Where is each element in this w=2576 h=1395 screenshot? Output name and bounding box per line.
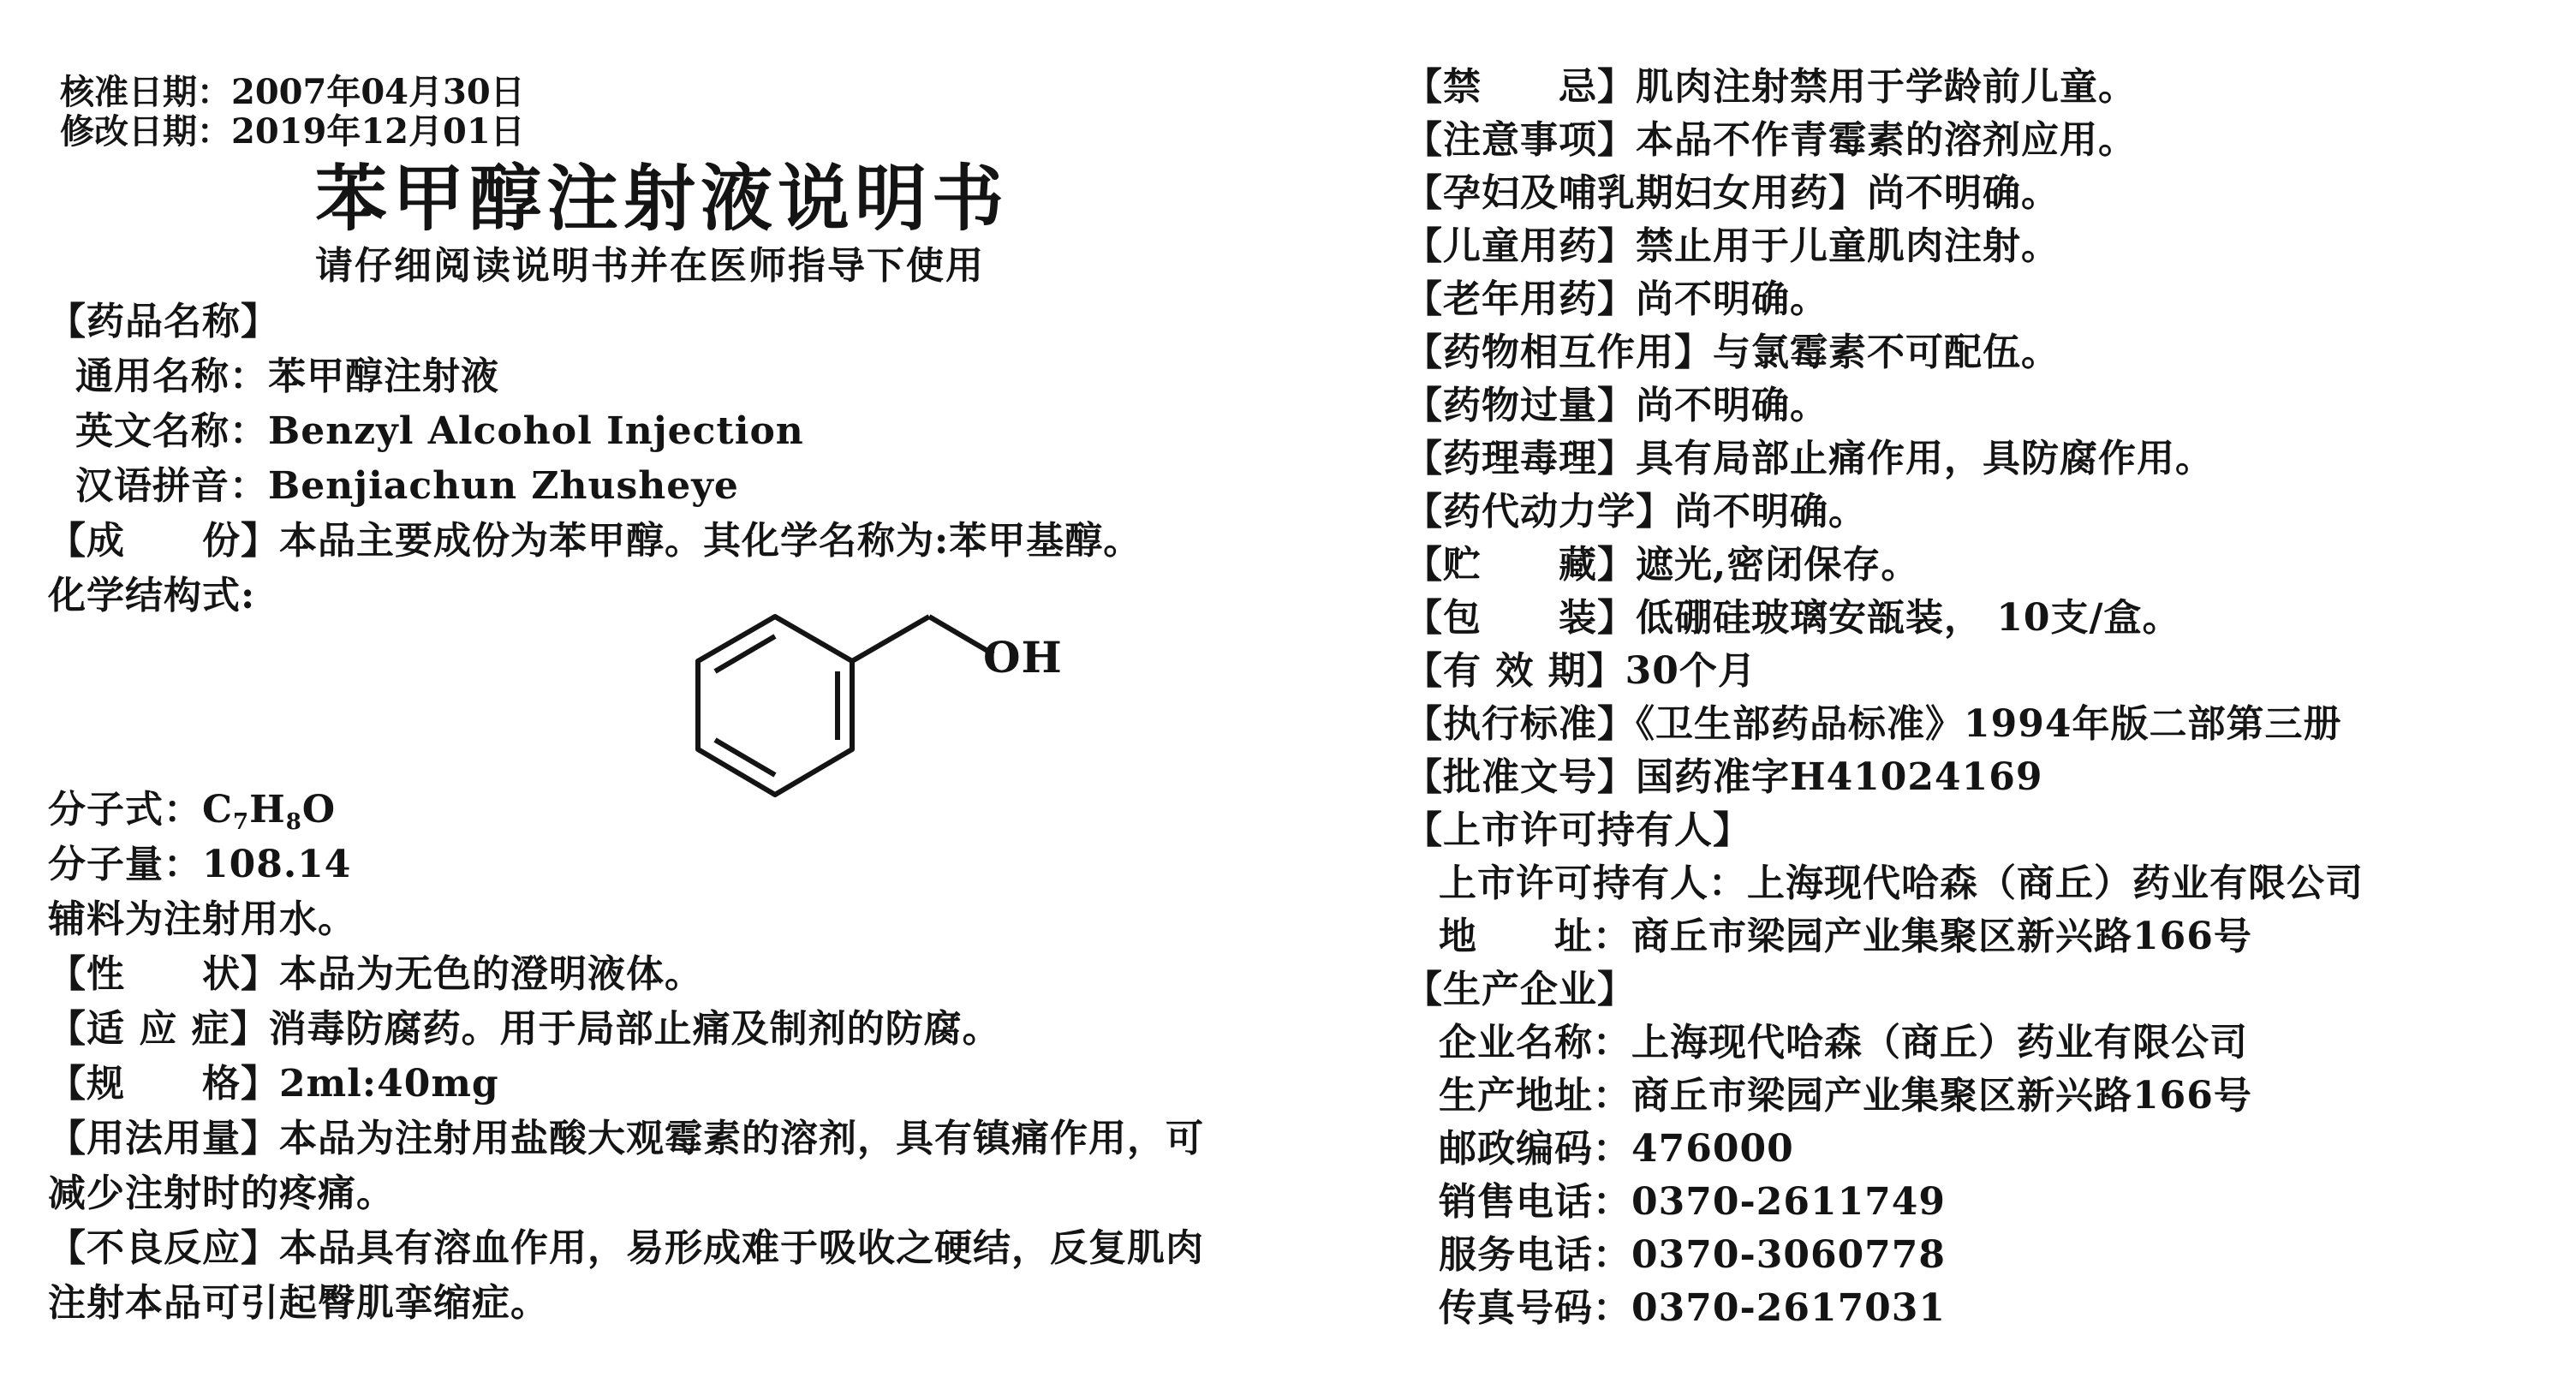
validity: 【有 效 期】30个月 — [1404, 649, 1756, 693]
drug-name-heading: 【药品名称】 — [48, 300, 279, 343]
ch2-bond — [852, 617, 929, 661]
dosage-line-2: 减少注射时的疼痛。 — [48, 1171, 395, 1215]
storage: 【贮 藏】遮光,密闭保存。 — [1404, 543, 1920, 587]
formula-h-subscript: 8 — [285, 809, 302, 835]
approval-number: 【批准文号】国药准字H41024169 — [1404, 755, 2043, 799]
manufacturer-heading: 【生产企业】 — [1404, 968, 1636, 1011]
structure-label: 化学结构式: — [48, 574, 256, 617]
production-address: 生产地址：商丘市梁园产业集聚区新兴路166号 — [1439, 1074, 2252, 1118]
properties: 【性 状】本品为无色的澄明液体。 — [48, 952, 703, 996]
pharmacology: 【药理毒理】具有局部止痛作用，具防腐作用。 — [1404, 437, 2214, 480]
double-bond — [715, 740, 775, 775]
molecular-weight: 分子量：108.14 — [48, 843, 352, 886]
pediatric-use: 【儿童用药】禁止用于儿童肌肉注射。 — [1404, 224, 2060, 268]
pharmacokinetics: 【药代动力学】尚不明确。 — [1404, 490, 1867, 534]
dosage-line-1: 【用法用量】本品为注射用盐酸大观霉素的溶剂，具有镇痛作用，可 — [48, 1117, 1204, 1160]
sales-phone: 销售电话：0370-2611749 — [1439, 1180, 1947, 1224]
mah-heading: 【上市许可持有人】 — [1404, 808, 1751, 852]
page-subtitle: 请仔细阅读说明书并在医师指导下使用 — [315, 244, 985, 288]
oh-group-label: OH — [983, 632, 1063, 683]
benzene-ring — [698, 617, 852, 795]
adverse-line-1: 【不良反应】本品具有溶血作用，易形成难于吸收之硬结，反复肌肉 — [48, 1226, 1204, 1270]
approval-date: 核准日期：2007年04月30日 — [60, 72, 525, 112]
mah-name: 上市许可持有人：上海现代哈森（商丘）药业有限公司 — [1439, 861, 2364, 905]
precautions: 【注意事项】本品不作青霉素的溶剂应用。 — [1404, 118, 2137, 162]
formula-h: H — [249, 788, 286, 832]
mah-address: 地 址：商丘市梁园产业集聚区新兴路166号 — [1439, 915, 2252, 958]
chemical-structure — [677, 599, 1122, 814]
service-phone: 服务电话：0370-3060778 — [1439, 1233, 1947, 1277]
packaging: 【包 装】低硼硅玻璃安瓿装， 10支/盒。 — [1404, 596, 2181, 640]
drug-interactions: 【药物相互作用】与氯霉素不可配伍。 — [1404, 331, 2060, 374]
revision-date: 修改日期：2019年12月01日 — [60, 111, 525, 152]
execution-standard: 【执行标准】《卫生部药品标准》1994年版二部第三册 — [1404, 702, 2342, 746]
adverse-line-2: 注射本品可引起臀肌挛缩症。 — [48, 1281, 549, 1325]
excipient: 辅料为注射用水。 — [48, 897, 356, 941]
postal-code: 邮政编码：476000 — [1439, 1127, 1794, 1171]
pregnancy-use: 【孕妇及哺乳期妇女用药】尚不明确。 — [1404, 171, 2060, 215]
double-bond — [715, 636, 775, 671]
formula-prefix: 分子式：C — [48, 788, 234, 832]
pinyin-name: 汉语拼音：Benjiachun Zhusheye — [75, 464, 739, 508]
company-name: 企业名称：上海现代哈森（商丘）药业有限公司 — [1439, 1021, 2248, 1064]
formula-c-subscript: 7 — [233, 809, 250, 835]
ingredients: 【成 份】本品主要成份为苯甲醇。其化学名称为:苯甲基醇。 — [48, 519, 1142, 563]
specification: 【规 格】2ml:40mg — [48, 1062, 499, 1106]
formula-o: O — [301, 788, 337, 832]
molecular-formula — [48, 788, 336, 844]
fax-number: 传真号码：0370-2617031 — [1439, 1286, 1947, 1330]
english-name: 英文名称：Benzyl Alcohol Injection — [75, 409, 804, 453]
contraindications: 【禁 忌】肌肉注射禁用于学龄前儿童。 — [1404, 65, 2137, 109]
generic-name: 通用名称：苯甲醇注射液 — [75, 355, 499, 398]
overdose: 【药物过量】尚不明确。 — [1404, 384, 1828, 427]
indications: 【适 应 症】消毒防腐药。用于局部止痛及制剂的防腐。 — [48, 1007, 1001, 1051]
geriatric-use: 【老年用药】尚不明确。 — [1404, 277, 1828, 321]
page-title: 苯甲醇注射液说明书 — [315, 156, 1010, 241]
